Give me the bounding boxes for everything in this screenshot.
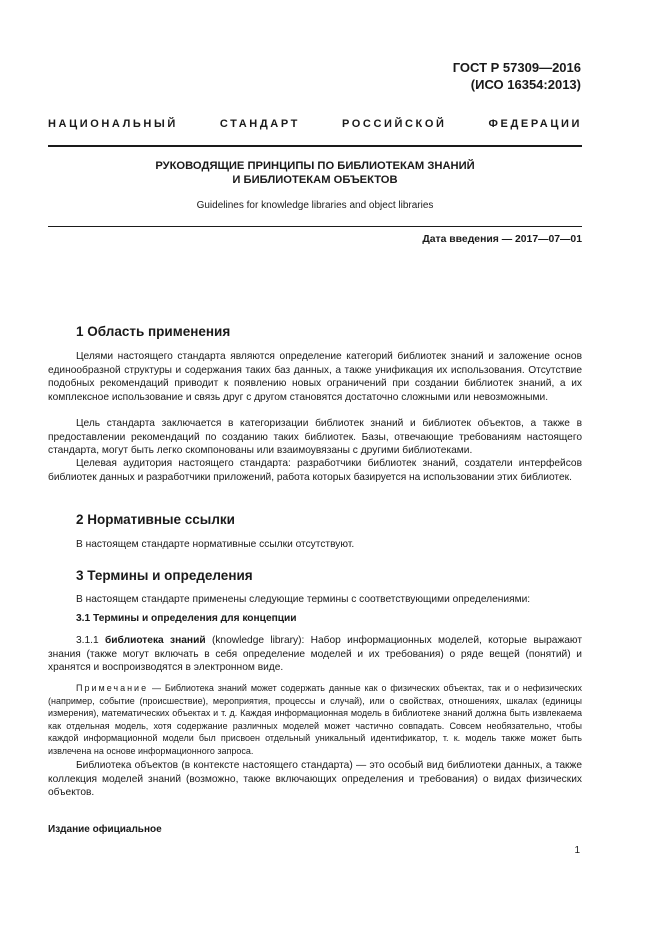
iso-reference: (ИСО 16354:2013) xyxy=(470,77,581,92)
official-edition-label: Издание официальное xyxy=(48,824,162,835)
section-2-heading: 2 Нормативные ссылки xyxy=(76,512,235,527)
term-definition: (knowledge library): Набор информационных моделей, которые выражают знания (также могут включать в себя определение моделей и их требования) о ряде вещей (понятий) и хранятся и воспроизводятся в электронном виде. xyxy=(48,635,583,674)
section-3-paragraph-2: Библиотека объектов (в контексте настоящего стандарта) — это особый вид библиотеки данных, а также коллекция моделей знаний (возможно, также включающих определения и требования) о видах физических объектов. xyxy=(48,760,582,799)
title-line-1: РУКОВОДЯЩИЕ ПРИНЦИПЫ ПО БИБЛИОТЕКАМ ЗНАНИЙ xyxy=(155,160,475,172)
national-standard-banner: НАЦИОНАЛЬНЫЙ СТАНДАРТ РОССИЙСКОЙ ФЕДЕРАЦИИ xyxy=(48,118,582,130)
english-title: Guidelines for knowledge libraries and object libraries xyxy=(196,200,434,211)
introduction-date: Дата введения — 2017—07—01 xyxy=(422,234,582,245)
section-1-heading: 1 Область применения xyxy=(76,324,231,339)
header-divider xyxy=(48,145,582,147)
term-number: 3.1.1 xyxy=(76,635,99,646)
section-1-paragraph-2: Цель стандарта заключается в категоризации библиотек знаний и библиотек объектов, а также в предоставлении рекомендаций по созданию таких библиотек. Базы, отвечающие требованиям настоящего стандарта, могут быть легко скомпонованы или взаимоувязаны с другими библиотеками. xyxy=(48,418,582,457)
note-block xyxy=(48,682,582,757)
note-text: — Библиотека знаний может содержать данные как о физических объектах, так и о нефизических (например, событие (происшествие), мероприятия, процессы и случай), или о свойствах, отношениях, шкалах (единицы измерения), математических объектах и т. д. Каждая информационная модель в библиотеке знаний должна быть извлекаема как отдельная модель, хотя содержание различных моделей может частично совпадать. Совсем необязательно, чтобы каждой информационной модели был присвоен отдельный уникальный идентификатор, т. к. модель также может быть извлечена на основе информационного запроса. xyxy=(48,683,582,756)
term-name: библиотека знаний xyxy=(105,635,206,646)
section-1-paragraph-1: Целями настоящего стандарта являются определение категорий библиотек знаний и заложение основ единообразной структуры и содержания таких баз данных, а также унификация их использования. Отсутствие подобных рекомендаций приводит к появлению новых ограничений при создании библиотек знаний, а их комплексное использование и связь друг с другом становятся достаточно сложными или невозможными. xyxy=(48,351,582,403)
note-label: Примечание xyxy=(76,683,149,693)
title-divider xyxy=(48,226,582,227)
section-2-paragraph-1: В настоящем стандарте нормативные ссылки отсутствуют. xyxy=(76,539,355,550)
section-1-paragraph-3: Целевая аудитория настоящего стандарта: разработчики библиотек знаний, создатели интерфейсов библиотек данных и разработчики приложений, работа которых базируется на использовании этих библиотек. xyxy=(48,458,582,483)
page-number: 1 xyxy=(574,845,580,856)
term-3-1-1 xyxy=(48,634,582,675)
title-line-2: И БИБЛИОТЕКАМ ОБЪЕКТОВ xyxy=(232,174,398,186)
section-3-heading: 3 Термины и определения xyxy=(76,568,253,583)
section-3-paragraph-1: В настоящем стандарте применены следующие термины с соответствующими определениями: xyxy=(76,594,531,605)
section-3-1-heading: 3.1 Термины и определения для концепции xyxy=(76,613,297,624)
document-number: ГОСТ Р 57309—2016 xyxy=(452,60,581,75)
